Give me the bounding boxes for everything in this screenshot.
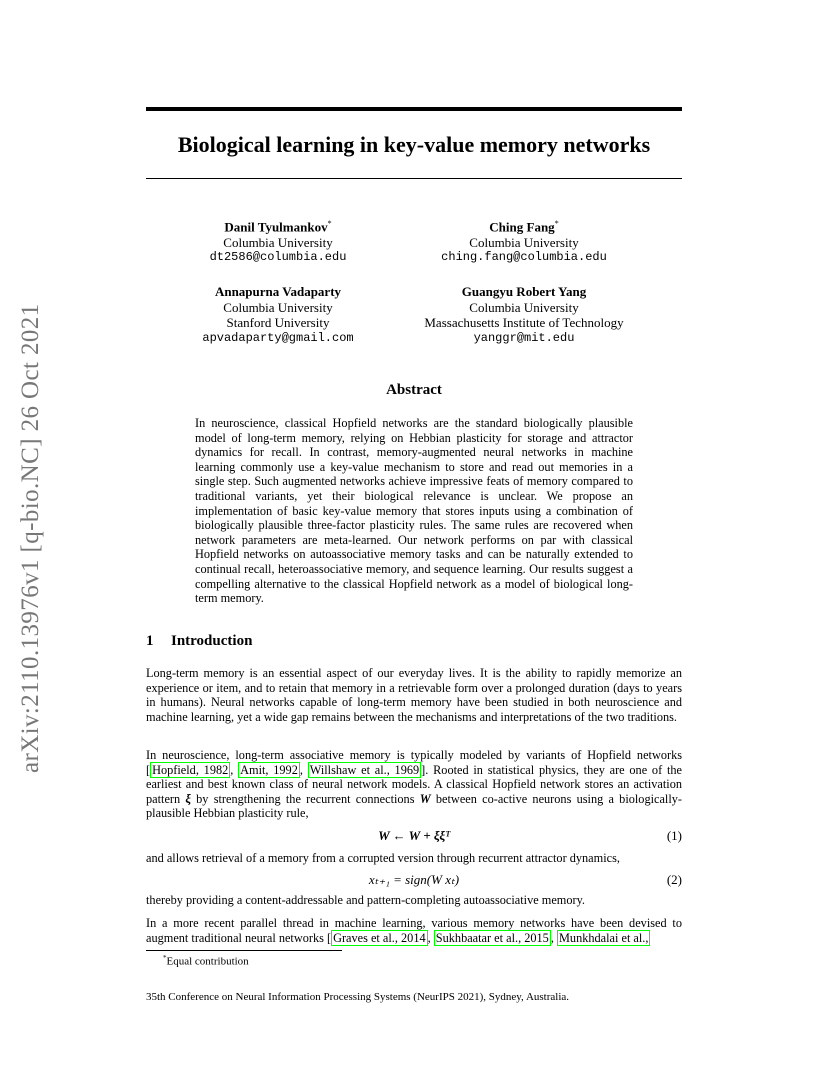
title-bottom-rule	[146, 178, 682, 179]
equation-1	[146, 828, 682, 844]
paper-title: Biological learning in key-value memory networks	[177, 132, 651, 157]
abstract-heading: Abstract	[386, 382, 442, 398]
paragraph-text: In neuroscience, long-term associative memory is typically modeled by variants of Hopfield networks [	[146, 748, 682, 777]
author-block	[190, 216, 366, 266]
section-heading	[146, 633, 252, 650]
equation-body: xₜ₊₁ = sign(W xₜ)	[368, 872, 460, 887]
author-name: Danil Tyulmankov	[224, 219, 328, 235]
math-symbol: W	[419, 791, 431, 806]
author-email[interactable]: apvadaparty@gmail.com	[202, 330, 354, 345]
citation-link[interactable]: Amit, 1992	[240, 762, 298, 777]
equal-contribution-mark: *	[554, 219, 559, 228]
author-block	[418, 216, 630, 266]
intro-paragraph-4: thereby providing a content-addressable and pattern-completing autoassociative memory.	[146, 893, 586, 907]
intro-paragraph-1: Long-term memory is an essential aspect of our everyday lives. It is the ability to rapidly memorize an experience or item, and to retain that memory in a retrievable form over a prolonged duration (days to years in humans). Neural networks capable of long-term memory have been studied in both neuroscience and machine learning, yet a wide gap remains between the mechanisms and interpretations of the two traditions.	[146, 666, 682, 724]
footnote	[163, 954, 249, 968]
citation-link[interactable]: Graves et al., 2014	[333, 930, 426, 945]
equal-contribution-mark: *	[327, 219, 332, 228]
author-block	[400, 284, 648, 346]
citation-link[interactable]: Munkhdalai et al.,	[558, 930, 649, 945]
author-name: Guangyu Robert Yang	[461, 284, 587, 299]
math-symbol: ξ	[185, 791, 191, 806]
paragraph-text: between co-active neurons using a biologically-plausible Hebbian plasticity rule,	[146, 791, 683, 821]
section-title: Introduction	[171, 633, 253, 649]
author-email[interactable]: dt2586@columbia.edu	[209, 250, 347, 265]
abstract-text: In neuroscience, classical Hopfield networks are the standard biologically plausible model of long-term memory, relying on Hebbian plasticity for storage and attractor dynamics for recall. In contrast, memory-augmented neural networks in machine learning commonly use a key-value mechanism to store and read out memories in a single step. Such augmented networks achieve impressive feats of memory compared to traditional variants, yet their biological relevance is unclear. We propose an implementation of basic key-value memory that stores inputs using a combination of biologically plausible three-factor plasticity rules. The same rules are recovered when network parameters are meta-learned. Our network performs on par with classical Hopfield networks on autoassociative memory tasks and can be naturally extended to continual recall, heteroassociative memory, and sequence learning. Our results suggest a compelling alternative to the classical Hopfield network as a model of biological long-term memory.	[195, 416, 633, 606]
title-top-rule	[146, 107, 682, 111]
footnote-text: Equal contribution	[166, 955, 249, 968]
footnote-rule	[146, 950, 342, 951]
author-affiliation: Columbia University	[469, 234, 579, 250]
citation-link[interactable]: Sukhbaatar et al., 2015	[435, 930, 549, 945]
author-name: Ching Fang	[489, 219, 555, 235]
equation-number: (1)	[666, 828, 682, 843]
equation-number: (2)	[666, 872, 682, 887]
author-email[interactable]: ching.fang@columbia.edu	[441, 250, 607, 265]
paragraph-text: ]. Rooted in statistical physics, they are one of the earliest and best known class of neural network models. A classical Hopfield network stores an activation pattern	[146, 762, 682, 806]
author-affiliation: Columbia University	[223, 299, 333, 315]
citation-link[interactable]: Hopfield, 1982	[152, 762, 229, 777]
intro-paragraph-5: In a more recent parallel thread in machine learning, various memory networks have been devised to augment traditional neural networks [ Graves et al., 2014 , Sukhbaatar et al., 2015 , Munkhdalai et al.,	[146, 916, 682, 945]
section-number: 1	[146, 633, 154, 649]
author-affiliation: Massachusetts Institute of Technology	[424, 315, 624, 330]
author-name: Annapurna Vadaparty	[214, 284, 342, 299]
arxiv-identifier: arXiv:2110.13976v1 [q-bio.NC] 26 Oct 2021	[17, 303, 44, 773]
author-block	[190, 284, 366, 346]
footnote-mark: *	[163, 954, 167, 962]
author-affiliation: Stanford University	[226, 315, 330, 330]
author-email[interactable]: yanggr@mit.edu	[473, 330, 575, 345]
equation-2	[146, 872, 682, 888]
author-affiliation: Columbia University	[223, 234, 333, 250]
citation-link[interactable]: Willshaw et al., 1969	[309, 762, 420, 777]
intro-paragraph-3: and allows retrieval of a memory from a corrupted version through recurrent attractor dynamics,	[146, 851, 620, 865]
paragraph-text: by strengthening the recurrent connections	[190, 791, 420, 806]
equation-body: W ← W + ξξᵀ	[378, 828, 450, 843]
paragraph-text: In a more recent parallel thread in machine learning, various memory networks have been devised to augment traditional neural networks [	[146, 916, 682, 945]
author-affiliation: Columbia University	[469, 299, 579, 315]
intro-paragraph-2: In neuroscience, long-term associative memory is typically modeled by variants of Hopfield networks [ Hopfield, 1982 , Amit, 1992 , Willshaw et al., 1969 ]. Rooted in statistical physics, they are one of the earliest and best known class of neural network models. A classical Hopfield network stores an activation pattern ξ by strengthening the recurrent connections W between co-active neurons using a biologically-plausible Hebbian plasticity rule,	[146, 748, 683, 821]
conference-footer: 35th Conference on Neural Information Processing Systems (NeurIPS 2021), Sydney, Australia.	[146, 991, 570, 1003]
